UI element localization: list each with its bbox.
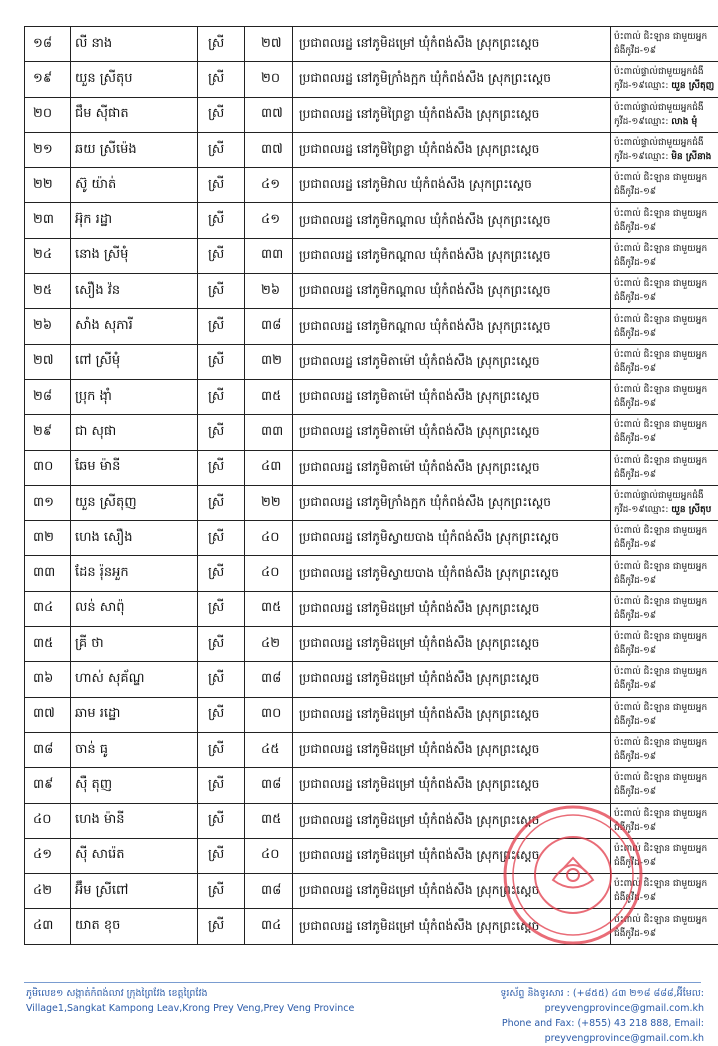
person-sex: ស្រី (198, 379, 245, 414)
person-name: គ្រី ថា (71, 627, 198, 662)
person-sex: ស្រី (198, 591, 245, 626)
table-row (25, 697, 718, 732)
person-sex: ស្រី (198, 874, 245, 909)
table-row (25, 874, 718, 909)
person-address: ប្រជាពលរដ្ឋ នៅភូមិដម្រៅ ឃុំកំពង់សឹង ស្រុកព្រះស្តេច (293, 838, 611, 873)
contact-note-text: ប៉ះពាល់ផ្ទាល់ជាមួយអ្នកជំងឺ កូវីដ-១៩ឈ្មោះ: (614, 491, 704, 515)
contact-note (611, 838, 718, 873)
person-sex: ស្រី (198, 697, 245, 732)
person-sex: ស្រី (198, 62, 245, 97)
person-address: ប្រជាពលរដ្ឋ នៅភូមិកណ្តាល ឃុំកំពង់សឹង ស្រុកព្រះស្តេច (293, 203, 611, 238)
contact-note (611, 132, 718, 167)
contact-note (611, 874, 718, 909)
table-row (25, 132, 718, 167)
table-row (25, 274, 718, 309)
person-name: អ៊ុក រដ្ឋា (71, 203, 198, 238)
contact-note (611, 62, 718, 97)
table-row (25, 203, 718, 238)
contact-note-text: ប៉ះពាល់ ជិះឡាន ជាមួយអ្នក ជំងឺកូវីដ-១៩ (614, 173, 707, 197)
row-number: ៣៥ (25, 627, 71, 662)
contact-note-text: ប៉ះពាល់ ជិះឡាន ជាមួយអ្នក ជំងឺកូវីដ-១៩ (614, 385, 707, 409)
row-number: ២៨ (25, 379, 71, 414)
contact-note (611, 485, 718, 520)
person-address: ប្រជាពលរដ្ឋ នៅភូមិដម្រៅ ឃុំកំពង់សឹង ស្រុកព្រះស្តេច (293, 732, 611, 767)
person-sex: ស្រី (198, 415, 245, 450)
person-sex: ស្រី (198, 27, 245, 62)
row-number: ២៩ (25, 415, 71, 450)
row-number: ១៩ (25, 62, 71, 97)
contact-note (611, 732, 718, 767)
row-number: ៣១ (25, 485, 71, 520)
contact-note-text: ប៉ះពាល់ ជិះឡាន ជាមួយអ្នក ជំងឺកូវីដ-១៩ (614, 597, 707, 621)
person-address: ប្រជាពលរដ្ឋ នៅភូមិដម្រៅ ឃុំកំពង់សឹង ស្រុកព្រះស្តេច (293, 803, 611, 838)
contact-note (611, 521, 718, 556)
person-address: ប្រជាពលរដ្ឋ នៅភូមិវាល ឃុំកំពង់សឹង ស្រុកព្រះស្តេច (293, 168, 611, 203)
person-age: ២៧ (245, 27, 293, 62)
person-address: ប្រជាពលរដ្ឋ នៅភូមិដម្រៅ ឃុំកំពង់សឹង ស្រុកព្រះស្តេច (293, 909, 611, 944)
person-name: លន់ សាព៉ុ (71, 591, 198, 626)
contact-person-name: លាង មុំ (671, 117, 697, 127)
person-address: ប្រជាពលរដ្ឋ នៅភូមិតាម៉ៅ ឃុំកំពង់សឹង ស្រុកព្រះស្តេច (293, 450, 611, 485)
table-row (25, 62, 718, 97)
contact-note-text: ប៉ះពាល់ ជិះឡាន ជាមួយអ្នក ជំងឺកូវីដ-១៩ (614, 526, 707, 550)
person-age: ៤០ (245, 838, 293, 873)
person-sex: ស្រី (198, 732, 245, 767)
contact-note-text: ប៉ះពាល់ ជិះឡាន ជាមួយអ្នក ជំងឺកូវីដ-១៩ (614, 809, 707, 833)
row-number: ៣៨ (25, 732, 71, 767)
footer-contact-km: ទូរស័ព្ទ និងទូរសារ : (+៨៥៥) ៤៣ ២១៨ ៨៨៨,អ៊ីមែល: preyvengprovince@gmail.com.kh (414, 986, 704, 1016)
contact-note (611, 97, 718, 132)
footer-address (26, 986, 356, 1016)
person-sex: ស្រី (198, 132, 245, 167)
person-age: ៣៣ (245, 415, 293, 450)
person-age: ៤២ (245, 627, 293, 662)
contact-note-text: ប៉ះពាល់ ជិះឡាន ជាមួយអ្នក ជំងឺកូវីដ-១៩ (614, 879, 707, 903)
table-row (25, 556, 718, 591)
row-number: ៤៣ (25, 909, 71, 944)
contact-note-text: ប៉ះពាល់ ជិះឡាន ជាមួយអ្នក ជំងឺកូវីដ-១៩ (614, 844, 707, 868)
person-name: ជា សុផា (71, 415, 198, 450)
contact-note (611, 909, 718, 944)
person-address: ប្រជាពលរដ្ឋ នៅភូមិស្វាយបាង ឃុំកំពង់សឹង ស្រុកព្រះស្តេច (293, 556, 611, 591)
footer-email-link-en[interactable]: preyvengprovince@gmail.com.kh (545, 1033, 704, 1044)
table-row (25, 909, 718, 944)
person-name: ឆាម រដ្ឋោ (71, 697, 198, 732)
contact-note (611, 450, 718, 485)
person-age: ៣៨ (245, 309, 293, 344)
contact-note-text: ប៉ះពាល់ ជិះឡាន ជាមួយអ្នក ជំងឺកូវីដ-១៩ (614, 703, 707, 727)
person-sex: ស្រី (198, 274, 245, 309)
row-number: ៣៩ (25, 768, 71, 803)
contact-note (611, 379, 718, 414)
person-age: ៤៣ (245, 450, 293, 485)
contact-note (611, 627, 718, 662)
contact-person-name: យួន ស្រីតុញ (671, 81, 714, 91)
contact-note-text: ប៉ះពាល់ ជិះឡាន ជាមួយអ្នក ជំងឺកូវីដ-១៩ (614, 244, 707, 268)
table-row (25, 379, 718, 414)
person-address: ប្រជាពលរដ្ឋ នៅភូមិតាម៉ៅ ឃុំកំពង់សឹង ស្រុកព្រះស្តេច (293, 415, 611, 450)
person-sex: ស្រី (198, 803, 245, 838)
person-age: ៤០ (245, 521, 293, 556)
contact-note (611, 591, 718, 626)
person-name: ប្រុក ងុាំ (71, 379, 198, 414)
contact-note-text: ប៉ះពាល់ ជិះឡាន ជាមួយអ្នក ជំងឺកូវីដ-១៩ (614, 32, 707, 56)
row-number: ២៣ (25, 203, 71, 238)
table-row (25, 97, 718, 132)
person-age: ៣៧ (245, 97, 293, 132)
person-address: ប្រជាពលរដ្ឋ នៅភូមិតាម៉ៅ ឃុំកំពង់សឹង ស្រុកព្រះស្តេច (293, 379, 611, 414)
case-table (24, 26, 718, 945)
person-age: ៣២ (245, 344, 293, 379)
contact-note-text: ប៉ះពាល់ផ្ទាល់ជាមួយអ្នកជំងឺ កូវីដ-១៩ឈ្មោះ: (614, 103, 704, 127)
contact-note (611, 803, 718, 838)
person-name: ហេង ម៉ានី (71, 803, 198, 838)
person-sex: ស្រី (198, 168, 245, 203)
row-number: ១៨ (25, 27, 71, 62)
row-number: ៤២ (25, 874, 71, 909)
row-number: ២៧ (25, 344, 71, 379)
person-name: ជឹម ស៊ីផាត (71, 97, 198, 132)
table-row (25, 238, 718, 273)
person-sex: ស្រី (198, 521, 245, 556)
person-sex: ស្រី (198, 909, 245, 944)
person-name: ចាន់ ធូ (71, 732, 198, 767)
person-address: ប្រជាពលរដ្ឋ នៅភូមិដម្រៅ ឃុំកំពង់សឹង ស្រុកព្រះស្តេច (293, 697, 611, 732)
person-name: ស៊ឺ តុញ (71, 768, 198, 803)
table-row (25, 344, 718, 379)
contact-note-text: ប៉ះពាល់ ជិះឡាន ជាមួយអ្នក ជំងឺកូវីដ-១៩ (614, 279, 707, 303)
person-name: ស៊ី សារ៉េត (71, 838, 198, 873)
row-number: ៣៧ (25, 697, 71, 732)
contact-note (611, 662, 718, 697)
contact-note (611, 697, 718, 732)
row-number: ៣០ (25, 450, 71, 485)
person-address: ប្រជាពលរដ្ឋ នៅភូមិដម្រៅ ឃុំកំពង់សឹង ស្រុកព្រះស្តេច (293, 768, 611, 803)
contact-person-name: មិន ស្រីនាង (671, 152, 711, 162)
person-name: ពៅ ស្រីមុំ (71, 344, 198, 379)
table-row (25, 415, 718, 450)
row-number: ៣២ (25, 521, 71, 556)
row-number: ៤១ (25, 838, 71, 873)
person-name: អ៊ឹម ស្រីពៅ (71, 874, 198, 909)
person-address: ប្រជាពលរដ្ឋ នៅភូមិដម្រៅ ឃុំកំពង់សឹង ស្រុកព្រះស្តេច (293, 27, 611, 62)
person-name: លី នាង (71, 27, 198, 62)
person-address: ប្រជាពលរដ្ឋ នៅភូមិកណ្តាល ឃុំកំពង់សឹង ស្រុកព្រះស្តេច (293, 309, 611, 344)
person-name: ហាស់ សុគ័ណ្ឌ (71, 662, 198, 697)
contact-note-text: ប៉ះពាល់ ជិះឡាន ជាមួយអ្នក ជំងឺកូវីដ-១៩ (614, 915, 707, 939)
person-age: ៤០ (245, 556, 293, 591)
person-name: សាំង សុភារី (71, 309, 198, 344)
contact-note-text: ប៉ះពាល់ផ្ទាល់ជាមួយអ្នកជំងឺ កូវីដ-១៩ឈ្មោះ: (614, 138, 704, 162)
person-age: ៣៨ (245, 874, 293, 909)
person-sex: ស្រី (198, 238, 245, 273)
person-name: យាត ខុច (71, 909, 198, 944)
contact-note (611, 203, 718, 238)
person-address: ប្រជាពលរដ្ឋ នៅភូមិក្រាំងក្អក ឃុំកំពង់សឹង ស្រុកព្រះស្តេច (293, 485, 611, 520)
person-name: ឆែម ម៉ានី (71, 450, 198, 485)
contact-note-text: ប៉ះពាល់ ជិះឡាន ជាមួយអ្នក ជំងឺកូវីដ-១៩ (614, 350, 707, 374)
row-number: ៣៦ (25, 662, 71, 697)
person-name: ហេង សឿង (71, 521, 198, 556)
footer-contact-en: Phone and Fax: (+855) 43 218 888, Email: preyvengprovince@gmail.com.kh (414, 1016, 704, 1046)
contact-note (611, 27, 718, 62)
person-address: ប្រជាពលរដ្ឋ នៅភូមិព្រៃខ្លា ឃុំកំពង់សឹង ស្រុកព្រះស្តេច (293, 132, 611, 167)
person-age: ២០ (245, 62, 293, 97)
contact-person-name: យួន ស្រីតុប (671, 505, 711, 515)
person-age: ២៦ (245, 274, 293, 309)
contact-note (611, 768, 718, 803)
table-row (25, 803, 718, 838)
contact-note-text: ប៉ះពាល់ ជិះឡាន ជាមួយអ្នក ជំងឺកូវីដ-១៩ (614, 420, 707, 444)
person-sex: ស្រី (198, 627, 245, 662)
person-sex: ស្រី (198, 309, 245, 344)
contact-note-text: ប៉ះពាល់ផ្ទាល់ជាមួយអ្នកជំងឺ កូវីដ-១៩ឈ្មោះ: (614, 67, 704, 91)
person-sex: ស្រី (198, 768, 245, 803)
row-number: ២២ (25, 168, 71, 203)
table-row (25, 450, 718, 485)
person-sex: ស្រី (198, 344, 245, 379)
contact-note-text: ប៉ះពាល់ ជិះឡាន ជាមួយអ្នក ជំងឺកូវីដ-១៩ (614, 632, 707, 656)
person-age: ៣៥ (245, 803, 293, 838)
person-address: ប្រជាពលរដ្ឋ នៅភូមិតាម៉ៅ ឃុំកំពង់សឹង ស្រុកព្រះស្តេច (293, 344, 611, 379)
person-age: ៤៥ (245, 732, 293, 767)
row-number: ៣៤ (25, 591, 71, 626)
contact-note (611, 238, 718, 273)
row-number: ២១ (25, 132, 71, 167)
table-row (25, 485, 718, 520)
person-name: ដែន រ៉ុនអួក (71, 556, 198, 591)
person-sex: ស្រី (198, 838, 245, 873)
person-age: ៤១ (245, 168, 293, 203)
person-address: ប្រជាពលរដ្ឋ នៅភូមិដម្រៅ ឃុំកំពង់សឹង ស្រុកព្រះស្តេច (293, 591, 611, 626)
person-sex: ស្រី (198, 450, 245, 485)
row-number: ៣៣ (25, 556, 71, 591)
person-name: យួន ស្រីតុញ (71, 485, 198, 520)
person-address: ប្រជាពលរដ្ឋ នៅភូមិដម្រៅ ឃុំកំពង់សឹង ស្រុកព្រះស្តេច (293, 627, 611, 662)
table-row (25, 627, 718, 662)
person-age: ៣៨ (245, 768, 293, 803)
contact-note-text: ប៉ះពាល់ ជិះឡាន ជាមួយអ្នក ជំងឺកូវីដ-១៩ (614, 773, 707, 797)
person-sex: ស្រី (198, 556, 245, 591)
row-number: ២០ (25, 97, 71, 132)
person-address: ប្រជាពលរដ្ឋ នៅភូមិដម្រៅ ឃុំកំពង់សឹង ស្រុកព្រះស្តេច (293, 874, 611, 909)
footer-divider (24, 982, 701, 983)
person-age: ៣៥ (245, 591, 293, 626)
row-number: ២៤ (25, 238, 71, 273)
person-name: យួន ស្រីតុប (71, 62, 198, 97)
person-address: ប្រជាពលរដ្ឋ នៅភូមិព្រៃខ្លា ឃុំកំពង់សឹង ស្រុកព្រះស្តេច (293, 97, 611, 132)
person-address: ប្រជាពលរដ្ឋ នៅភូមិក្រាំងក្អក ឃុំកំពង់សឹង ស្រុកព្រះស្តេច (293, 62, 611, 97)
table-row (25, 662, 718, 697)
contact-note (611, 274, 718, 309)
footer-email-link[interactable]: preyvengprovince@gmail.com.kh (545, 1003, 704, 1014)
contact-note-text: ប៉ះពាល់ ជិះឡាន ជាមួយអ្នក ជំងឺកូវីដ-១៩ (614, 667, 707, 691)
row-number: ២៥ (25, 274, 71, 309)
table-row (25, 309, 718, 344)
person-age: ៣៤ (245, 909, 293, 944)
person-sex: ស្រី (198, 662, 245, 697)
table-row (25, 521, 718, 556)
contact-note (611, 344, 718, 379)
contact-note-text: ប៉ះពាល់ ជិះឡាន ជាមួយអ្នក ជំងឺកូវីដ-១៩ (614, 738, 707, 762)
person-sex: ស្រី (198, 97, 245, 132)
contact-note-text: ប៉ះពាល់ ជិះឡាន ជាមួយអ្នក ជំងឺកូវីដ-១៩ (614, 315, 707, 339)
person-age: ៣០ (245, 697, 293, 732)
contact-note (611, 168, 718, 203)
person-address: ប្រជាពលរដ្ឋ នៅភូមិកណ្តាល ឃុំកំពង់សឹង ស្រុកព្រះស្តេច (293, 238, 611, 273)
contact-note (611, 309, 718, 344)
person-name: ឆយ ស្រីម៉េង (71, 132, 198, 167)
person-address: ប្រជាពលរដ្ឋ នៅភូមិដម្រៅ ឃុំកំពង់សឹង ស្រុកព្រះស្តេច (293, 662, 611, 697)
person-name: ស៊ូ យ៉ាត់ (71, 168, 198, 203)
person-address: ប្រជាពលរដ្ឋ នៅភូមិស្វាយបាង ឃុំកំពង់សឹង ស្រុកព្រះស្តេច (293, 521, 611, 556)
person-age: ៣៥ (245, 379, 293, 414)
person-name: នោង ស្រីមុំ (71, 238, 198, 273)
table-row (25, 591, 718, 626)
contact-note-text: ប៉ះពាល់ ជិះឡាន ជាមួយអ្នក ជំងឺកូវីដ-១៩ (614, 456, 707, 480)
person-address: ប្រជាពលរដ្ឋ នៅភូមិកណ្តាល ឃុំកំពង់សឹង ស្រុកព្រះស្តេច (293, 274, 611, 309)
row-number: ២៦ (25, 309, 71, 344)
contact-note (611, 415, 718, 450)
table-row (25, 168, 718, 203)
contact-note-text: ប៉ះពាល់ ជិះឡាន ជាមួយអ្នក ជំងឺកូវីដ-១៩ (614, 209, 707, 233)
person-sex: ស្រី (198, 203, 245, 238)
contact-note-text: ប៉ះពាល់ ជិះឡាន ជាមួយអ្នក ជំងឺកូវីដ-១៩ (614, 562, 707, 586)
contact-note (611, 556, 718, 591)
table-row (25, 27, 718, 62)
table-row (25, 732, 718, 767)
person-age: ៤១ (245, 203, 293, 238)
footer-address-en: Village1,Sangkat Kampong Leav,Krong Prey Veng,Prey Veng Province (26, 1001, 356, 1016)
person-name: សឿង វ៉ន (71, 274, 198, 309)
person-sex: ស្រី (198, 485, 245, 520)
person-age: ៣៧ (245, 132, 293, 167)
person-age: ៣៨ (245, 662, 293, 697)
person-age: ២២ (245, 485, 293, 520)
footer-contact (414, 986, 704, 1046)
person-age: ៣៣ (245, 238, 293, 273)
table-row (25, 838, 718, 873)
footer-address-km: ភូមិលេខ១ សង្កាត់កំពង់លាវ ក្រុងព្រៃវែង ខេត្តព្រៃវែង (26, 986, 356, 1001)
row-number: ៤០ (25, 803, 71, 838)
table-row (25, 768, 718, 803)
